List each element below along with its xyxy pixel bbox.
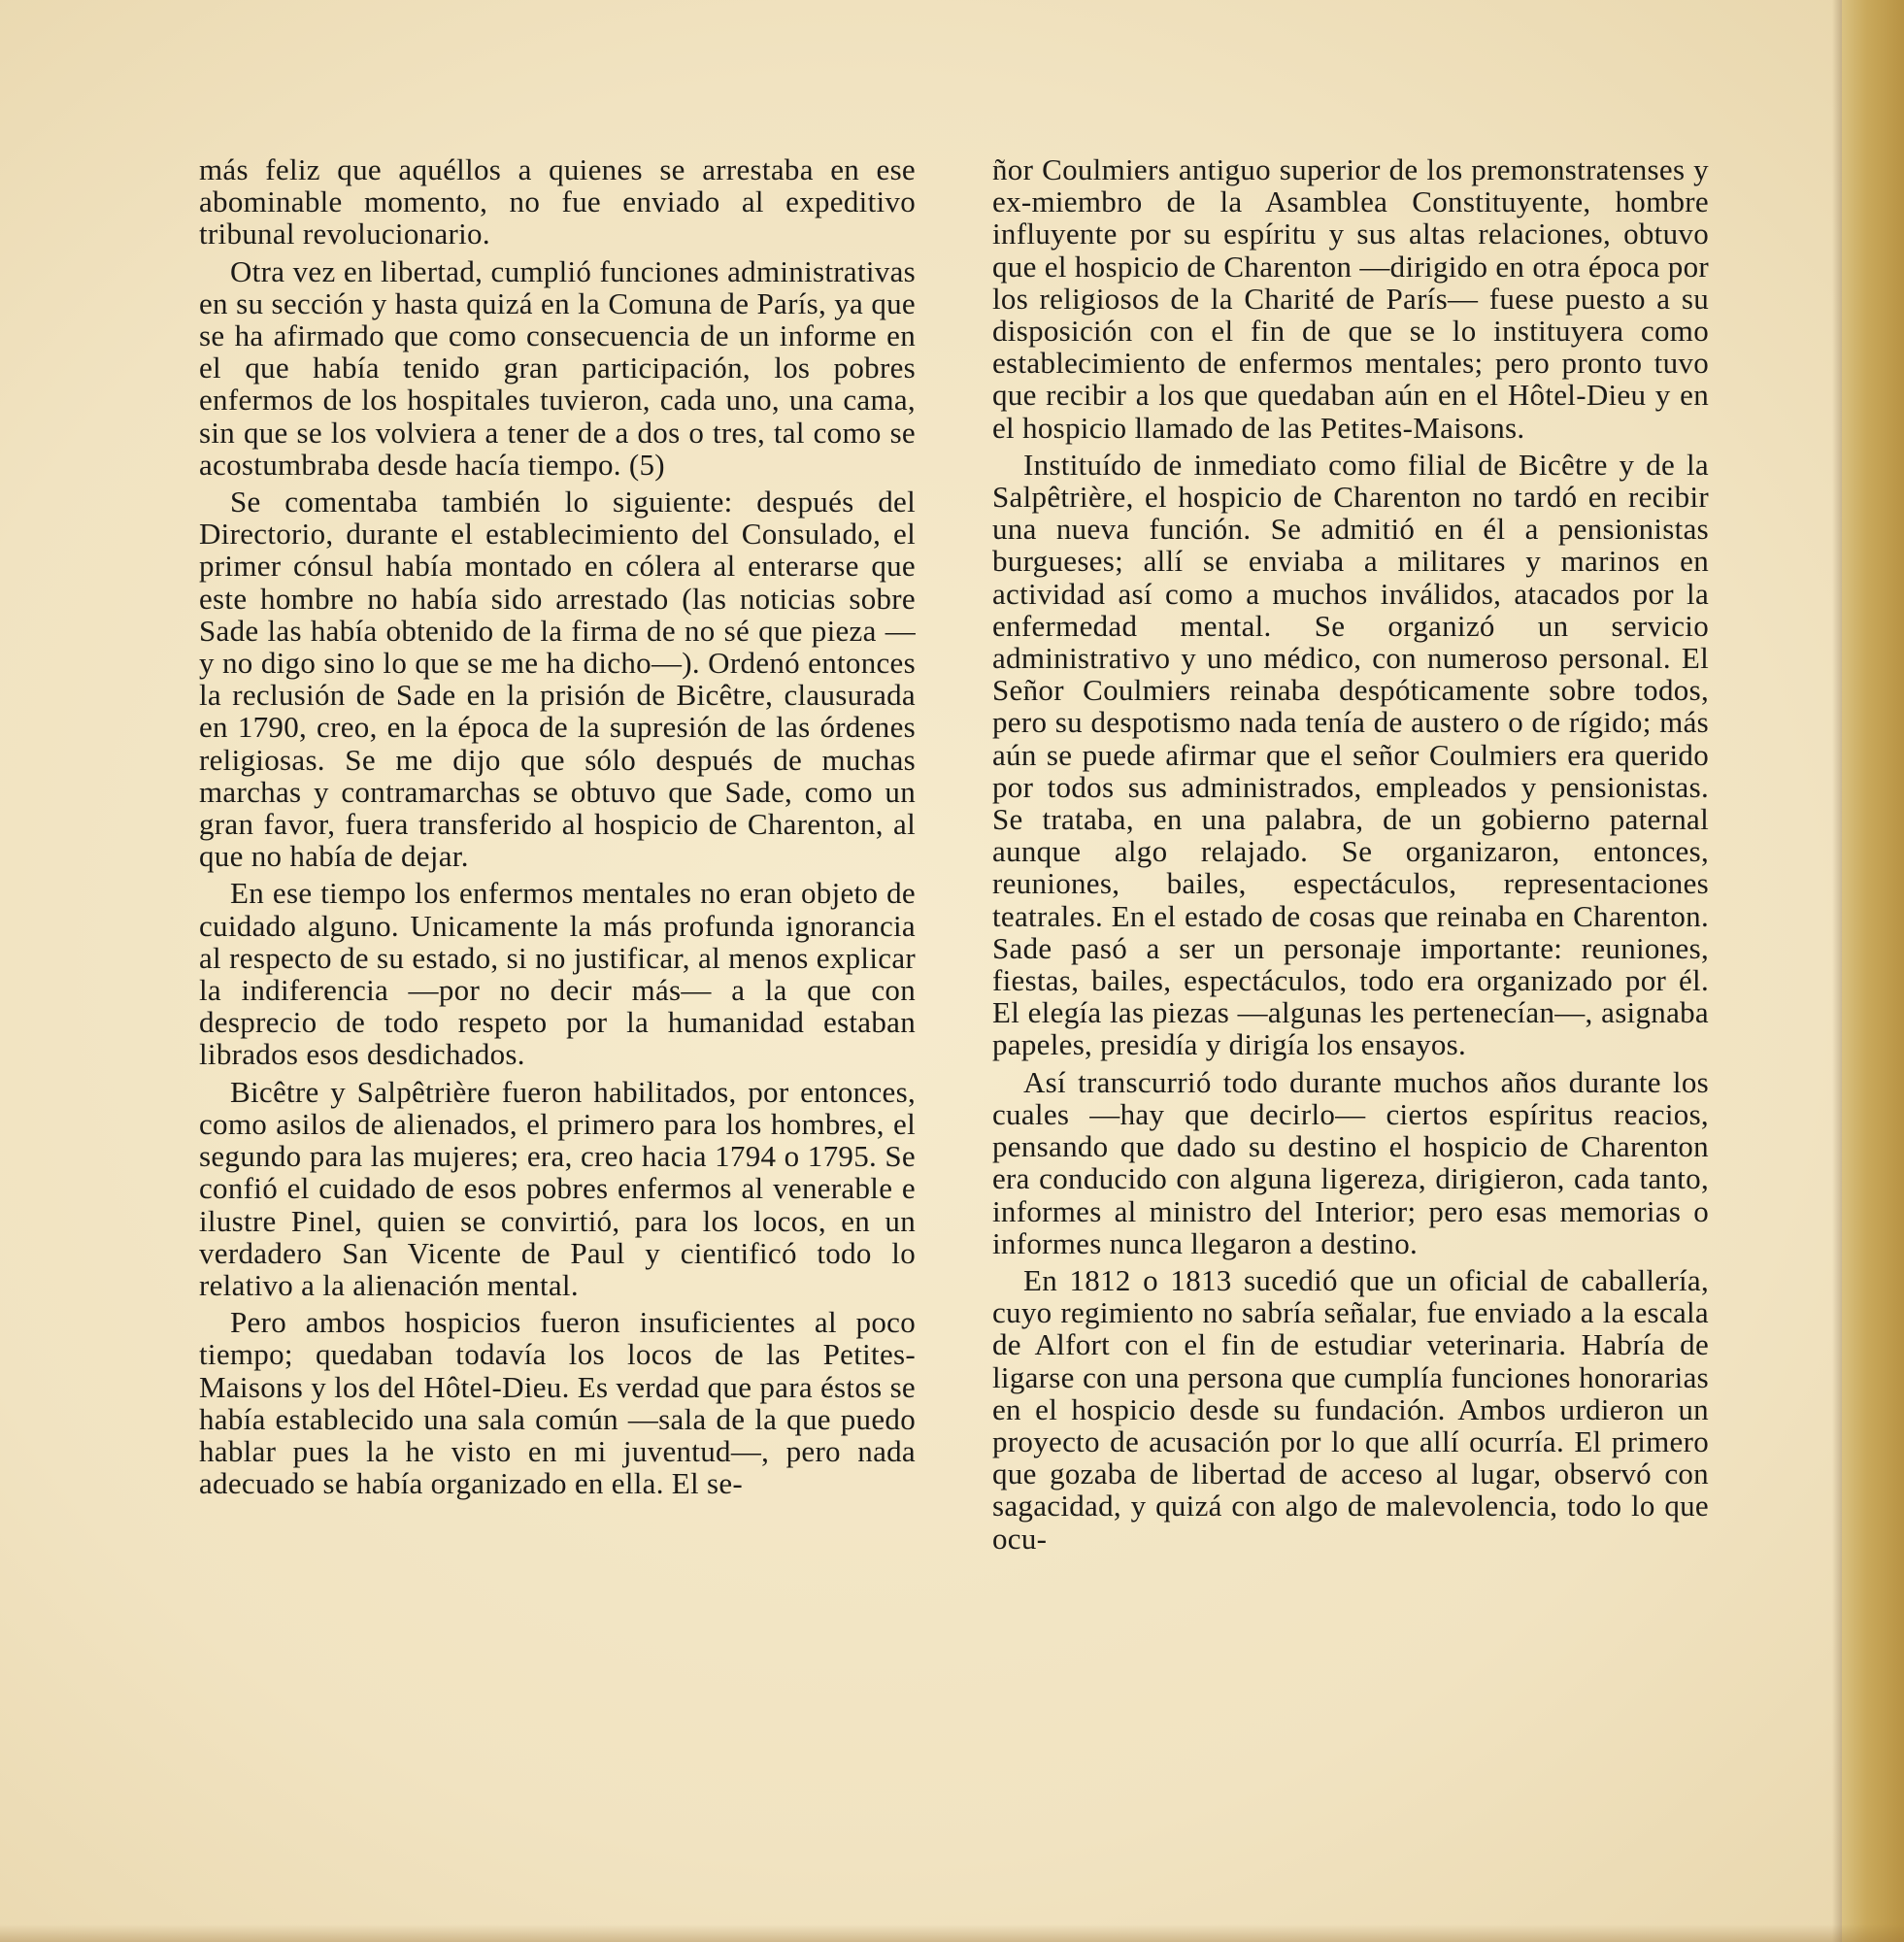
paragraph: En 1812 o 1813 sucedió que un oficial de caballería, cuyo regimiento no sabría señalar, fue enviado a la escala de Alfort con el fin de estudiar veterinaria. Habría de ligarse con una persona que cumplía funciones honorarias en el hospicio desde su fundación. Ambos urdieron un proyecto de acusación por lo que allí ocurría. El primero que gozaba de libertad de acceso al lugar, observó con sagacidad, y quizá con algo de malevolencia, todo lo que ocu- bbox=[992, 1262, 1709, 1556]
paragraph: Pero ambos hospicios fueron insuficientes al poco tiempo; quedaban todavía los locos de las Petites-Maisons y los del Hôtel-Dieu. Es verdad que para éstos se había establecido una sala común —sala de la que puedo hablar pues la he visto en mi juventud—, pero nada adecuado se había organizado en ella. El se- bbox=[199, 1305, 916, 1501]
paragraph: Se comentaba también lo siguiente: después del Directorio, durante el establecimiento del Consulado, el primer cónsul había montado en cólera al enterarse que este hombre no había sido arrestado (las noticias sobre Sade las había obtenido de la firma de no sé que pieza —y no digo sino lo que se me ha dicho—). Ordenó entonces la reclusión de Sade en la prisión de Bicêtre, clausurada en 1790, creo, en la época de la supresión de las órdenes religiosas. Se me dijo que sólo después de muchas marchas y contramarchas se obtuvo que Sade, como un gran favor, fuera transferido al hospicio de Charenton, al que no había de dejar. bbox=[199, 485, 916, 874]
page-gutter-shadow bbox=[1832, 0, 1842, 1942]
paragraph: Instituído de inmediato como filial de Bicêtre y de la Salpêtrière, el hospicio de Charenton no tardó en recibir una nueva función. Se admitió en él a pensionistas burgueses; allí se enviaba a militares y marinos en actividad así como a muchos inválidos, atacados por la enfermedad mental. Se organizó un servicio administrativo y uno médico, con numeroso personal. El Señor Coulmiers reinaba despóticamente sobre todos, pero su despotismo nada tenía de austero o de rígido; más aún se puede afirmar que el señor Coulmiers era querido por todos sus administrados, empleados y pensionistas. Se trataba, en una palabra, de un gobierno paternal aunque algo relajado. Se organizaron, entonces, reuniones, bailes, espectáculos, representaciones teatrales. En el estado de cosas que reinaba en Charenton. Sade pasó a ser un personaje importante: reuniones, fiestas, bailes, espectáculos, todo era organizado por él. El elegía las piezas —algunas les pertenecían—, asignaba papeles, presidía y dirigía los ensayos. bbox=[992, 447, 1709, 1062]
page-bottom-edge bbox=[0, 1925, 1904, 1942]
paragraph: Bicêtre y Salpêtrière fueron habilitados, por entonces, como asilos de alienados, el primero para los hombres, el segundo para las mujeres; era, creo hacia 1794 o 1795. Se confió el cuidado de esos pobres enfermos al venerable e ilustre Pinel, quien se convirtió, para los locos, en un verdadero San Vicente de Paul y cientificó todo lo relativo a la alienación mental. bbox=[199, 1074, 916, 1302]
page-edge bbox=[1842, 0, 1904, 1942]
paragraph: ñor Coulmiers antiguo superior de los premonstratenses y ex-miembro de la Asamblea Constituyente, hombre influyente por su espíritu y sus altas relaciones, obtuvo que el hospicio de Charenton —dirigido en otra época por los religiosos de la Charité de París— fuese puesto a su disposición con el fin de que se lo instituyera como establecimiento de enfermos mentales; pero pronto tuvo que recibir a los que quedaban aún en el Hôtel-Dieu y en el hospicio llamado de las Petites-Maisons. bbox=[992, 152, 1709, 445]
paragraph: Otra vez en libertad, cumplió funciones administrativas en su sección y hasta quizá en la Comuna de París, ya que se ha afirmado que como consecuencia de un informe en el que había tenido gran participación, los pobres enfermos de los hospitales tuvieron, cada uno, una cama, sin que se los volviera a tener de a dos o tres, tal como se acostumbraba desde hacía tiempo. (5) bbox=[199, 253, 916, 482]
right-column bbox=[992, 153, 1709, 1559]
paragraph: Así transcurrió todo durante muchos años durante los cuales —hay que decirlo— ciertos espíritus reacios, pensando que dado su destino el hospicio de Charenton era conducido con alguna ligereza, dirigieron, cada tanto, informes al ministro del Interior; pero esas memorias o informes nunca llegaron a destino. bbox=[992, 1064, 1709, 1260]
paragraph: más feliz que aquéllos a quienes se arrestaba en ese abominable momento, no fue enviado al expeditivo tribunal revolucionario. bbox=[199, 152, 916, 251]
paragraph: En ese tiempo los enfermos mentales no eran objeto de cuidado alguno. Unicamente la más profunda ignorancia al respecto de su estado, si no justificar, al menos explicar la indiferencia —por no decir más— a la que con desprecio de todo respeto por la humanidad estaban librados esos desdichados. bbox=[199, 876, 916, 1072]
left-column bbox=[199, 153, 916, 1504]
